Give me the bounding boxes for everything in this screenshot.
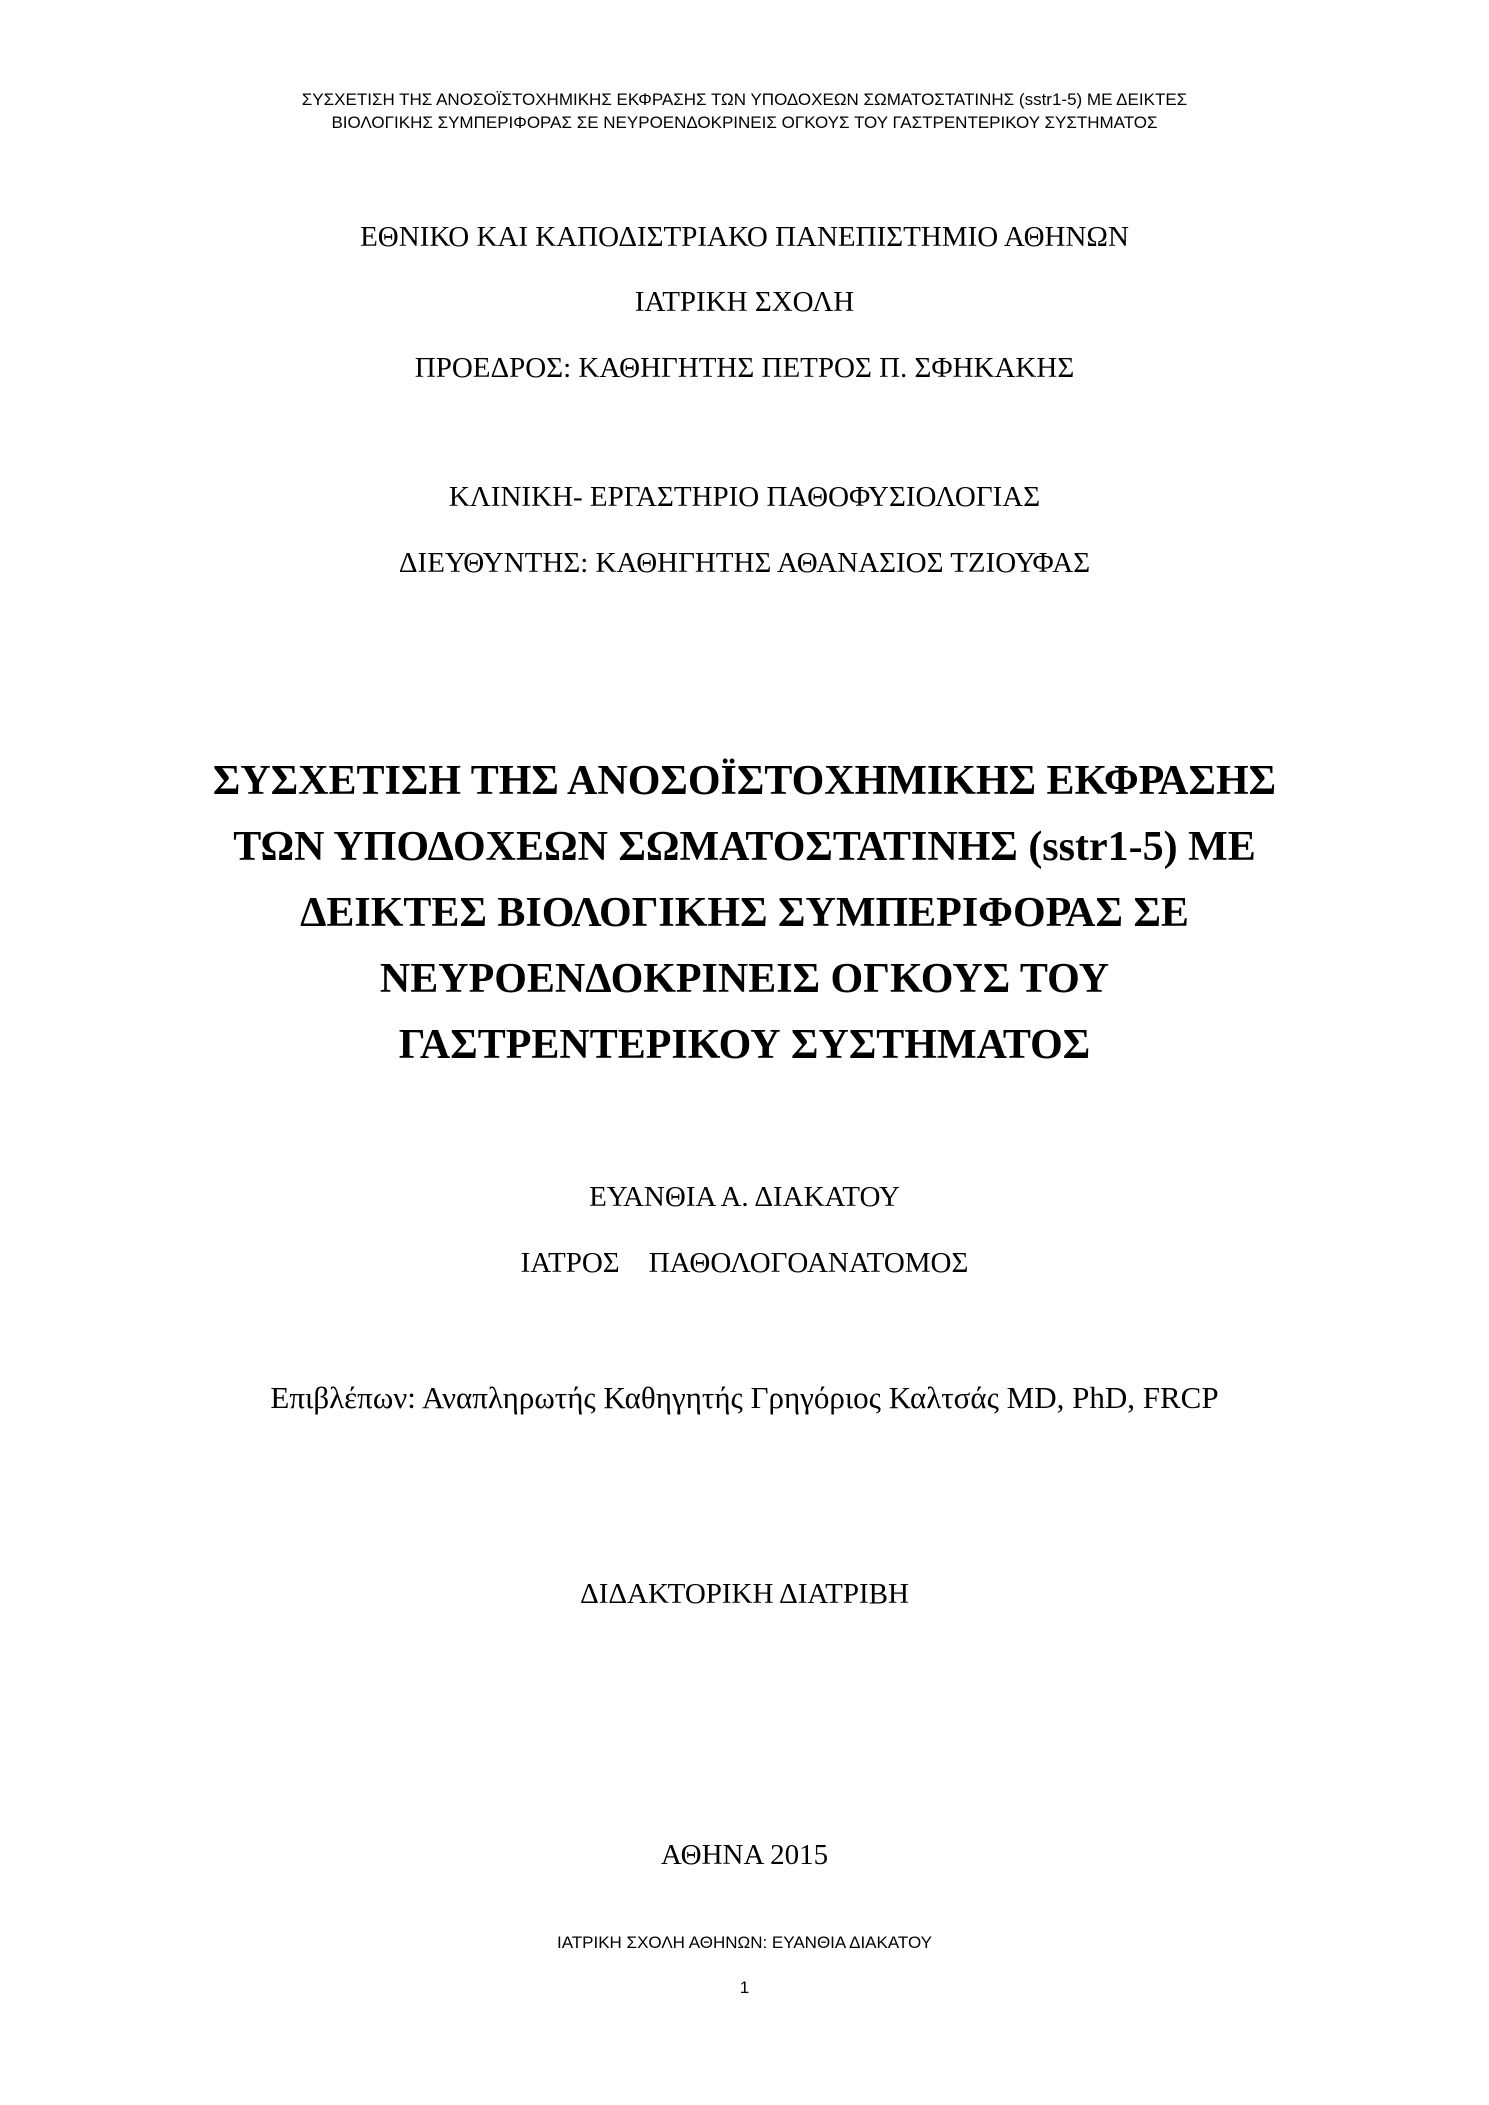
document-type: ΔΙΔΑΚΤΟΡΙΚΗ ΔΙΑΤΡΙΒΗ (580, 1578, 909, 1610)
place-year: ΑΘΗΝΑ 2015 (660, 1839, 829, 1871)
supervisor-line: Επιβλέπων: Αναπληρωτής Καθηγητής Γρηγόριος Καλτσάς MD, PhD, FRCP (270, 1380, 1219, 1415)
director-line: ΔΙΕΥΘΥΝΤΗΣ: ΚΑΘΗΓΗΤΗΣ ΑΘΑΝΑΣΙΟΣ ΤΖΙΟΥΦΑΣ (398, 547, 1091, 579)
running-header-line-2: ΒΙΟΛΟΓΙΚΗΣ ΣΥΜΠΕΡΙΦΟΡΑΣ ΣΕ ΝΕΥΡΟΕΝΔΟΚΡΙΝΕΙΣ ΟΓΚΟΥΣ ΤΟΥ ΓΑΣΤΡΕΝΤΕΡΙΚΟΥ ΣΥΣΤΗΜΑΤΟΣ (331, 113, 1158, 132)
school-name: ΙΑΤΡΙΚΗ ΣΧΟΛΗ (634, 286, 855, 318)
thesis-title-line-2: ΤΩΝ ΥΠΟΔΟΧΕΩΝ ΣΩΜΑΤΟΣΤΑΤΙΝΗΣ (sstr1-5) ΜΕ (233, 824, 1256, 870)
thesis-title-line-1: ΣΥΣΧΕΤΙΣΗ ΤΗΣ ΑΝΟΣΟΪΣΤΟΧΗΜΙΚΗΣ ΕΚΦΡΑΣΗΣ (212, 758, 1277, 804)
running-header-line-1: ΣΥΣΧΕΤΙΣΗ ΤΗΣ ΑΝΟΣΟΪΣΤΟΧΗΜΙΚΗΣ ΕΚΦΡΑΣΗΣ ΤΩΝ ΥΠΟΔΟΧΕΩΝ ΣΩΜΑΤΟΣΤΑΤΙΝΗΣ (sstr1-5) ΜΕ ΔΕΙΚΤΕΣ (301, 90, 1188, 109)
university-name: ΕΘΝΙΚΟ ΚΑΙ ΚΑΠΟΔΙΣΤΡΙΑΚΟ ΠΑΝΕΠΙΣΤΗΜΙΟ ΑΘΗΝΩΝ (360, 221, 1129, 253)
thesis-title-line-5: ΓΑΣΤΡΕΝΤΕΡΙΚΟΥ ΣΥΣΤΗΜΑΤΟΣ (398, 1022, 1091, 1068)
running-header (0, 88, 1489, 134)
thesis-title-line-3: ΔΕΙΚΤΕΣ ΒΙΟΛΟΓΙΚΗΣ ΣΥΜΠΕΡΙΦΟΡΑΣ ΣΕ (300, 890, 1189, 936)
thesis-title-line-4: ΝΕΥΡΟΕΝΔΟΚΡΙΝΕΙΣ ΟΓΚΟΥΣ ΤΟΥ (379, 956, 1110, 1002)
clinic-name: ΚΛΙΝΙΚΗ- ΕΡΓΑΣΤΗΡΙΟ ΠΑΘΟΦΥΣΙΟΛΟΓΙΑΣ (448, 481, 1041, 513)
author-name: ΕΥΑΝΘΙΑ Α. ΔΙΑΚΑΤΟΥ (589, 1181, 900, 1213)
thesis-title (0, 748, 1489, 1078)
author-title: ΙΑΤΡΟΣ ΠΑΘΟΛΟΓΟΑΝΑΤΟΜΟΣ (520, 1247, 969, 1279)
page-footer: ΙΑΤΡΙΚΗ ΣΧΟΛΗ ΑΘΗΝΩΝ: ΕΥΑΝΘΙΑ ΔΙΑΚΑΤΟΥ (556, 1933, 933, 1952)
president-line: ΠΡΟΕΔΡΟΣ: ΚΑΘΗΓΗΤΗΣ ΠΕΤΡΟΣ Π. ΣΦΗΚΑΚΗΣ (414, 352, 1075, 384)
page-number: 1 (739, 1978, 750, 1997)
